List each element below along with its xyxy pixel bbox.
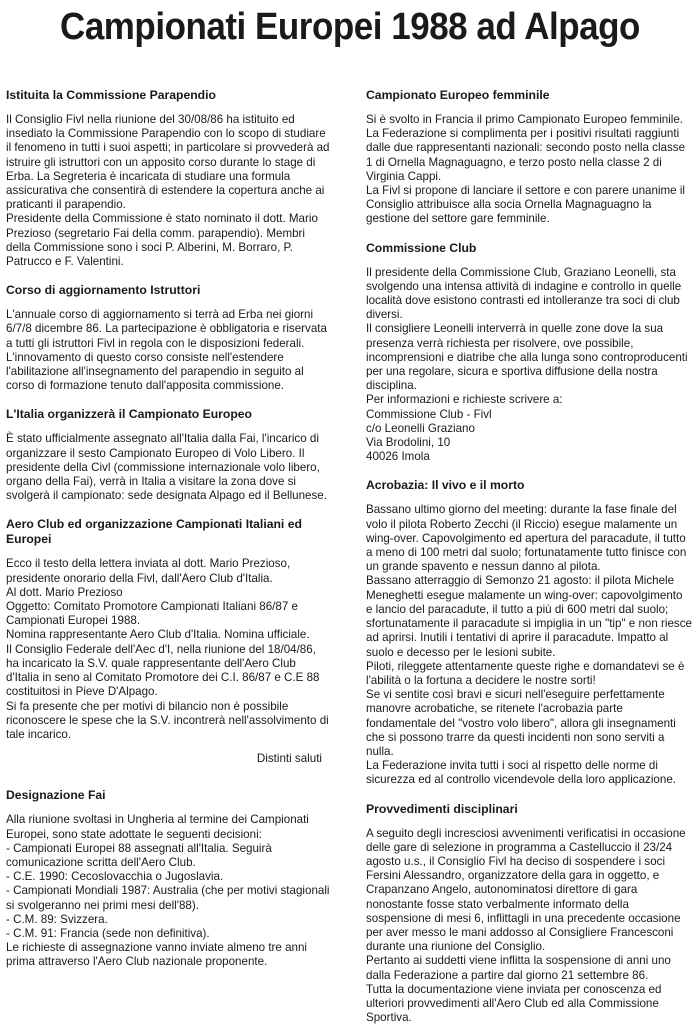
paragraph: Presidente della Commissione è stato nominato il dott. Mario Prezioso (segretario Fai della comm. parapendio). Membri della Commissione sono i soci P. Alberini, M. Borraro, P. Patrucco e F. Valentini.	[6, 212, 318, 269]
heading-italia-campionato: L'Italia organizzerà il Campionato Europeo	[6, 407, 253, 422]
paragraph: La Fivl si propone di lanciare il settore e con parere unanime il Consiglio attribuisce alla socia Ornella Magnaguagno la gestione del settore gare femminile.	[366, 184, 685, 226]
paragraph: Il consigliere Leonelli interverrà in quelle zone dove la sua presenza verrà richiesta per risolvere, ove possibile, incomprensioni e diatribe che alla lunga sono controproducenti per una regolare, sicura e sportiva diffusione della nostra disciplina.	[366, 322, 688, 393]
paragraph: Ecco il testo della lettera inviata al dott. Mario Prezioso, presidente onorario della Fivl, dall'Aero Club d'Italia.	[6, 557, 291, 585]
paragraph: Al dott. Mario Prezioso	[6, 585, 123, 599]
paragraph: Per informazioni e richieste scrivere a:	[366, 393, 563, 407]
list-item: - C.M. 89: Svizzera.	[6, 912, 108, 926]
heading-corso-aggiornamento: Corso di aggiornamento Istruttori	[6, 283, 201, 298]
paragraph: A seguito degli incresciosi avvenimenti verificatisi in occasione delle gare di selezione in programma a Castelluccio il 23/24 agosto u.s., il Consiglio Fivl ha deciso di sospendere i soci Fersini Alessandro, organizzatore della gara in oggetto, e Crapanzano Angelo, autonominatosi direttore di gara nonostante fosse stato verbalmente informato della sospensione di mesi 6, inflittagli in una precedente occasione per aver messo le mani addosso al Consigliere Francesconi durante una riunione del Consiglio.	[366, 826, 686, 954]
address-line: 40026 Imola	[366, 450, 430, 464]
paragraph: La Federazione invita tutti i soci al rispetto delle norme di sicurezza ed al controllo vicendevole della loro applicazione.	[366, 759, 676, 787]
address-line: c/o Leonelli Graziano	[366, 421, 475, 435]
paragraph: Si è svolto in Francia il primo Campionato Europeo femminile. La Federazione si complimenta per i positivi risultati raggiunti dalle due rappresentanti nazionali: secondo posto nella classe 1 di Ornella Magnaguagno, e terzo posto nella classe 2 di Virginia Cappi.	[366, 113, 686, 183]
paragraph: Bassano ultimo giorno del meeting: durante la fase finale del volo il pilota Roberto Zecchi (il Riccio) esegue malamente un wing-over. Capovolgimento ed apertura del paracadute, il tutto a meno di 100 metri dal suolo; fortunatamente tutto finisce con un grande spavento e nessun danno al pilota.	[366, 503, 687, 574]
list-item: - Campionati Europei 88 assegnati all'Italia. Seguirà comunicazione scritta dell'Aero Club.	[6, 841, 272, 869]
paragraph: Oggetto: Comitato Promotore Campionati Italiani 86/87 e Campionati Europei 1988.	[6, 600, 298, 628]
page-title: Campionati Europei 1988 ad Alpago	[60, 6, 640, 48]
list-item: - Campionati Mondiali 1987: Australia (che per motivi stagionali si svolgeranno nei primi mesi dell'88).	[6, 884, 330, 912]
list-item: - C.M. 91: Francia (sede non definitiva).	[6, 926, 210, 940]
paragraph: È stato ufficialmente assegnato all'Italia dalla Fai, l'incarico di organizzare il sesto Campionato Europeo di Volo Libero. Il presidente della Civl (commissione internazionale volo libero, organo della Fai), verrà in Italia a visitare la zona dove si svolgerà il campionato: sede designata Alpago ed il Bellunese.	[6, 432, 327, 503]
heading-commissione-parapendio: Istituita la Commissione Parapendio	[6, 88, 216, 102]
paragraph: Il Consiglio Federale dell'Aec d'I, nella riunione del 18/04/86, ha incaricato la S.V. quale rappresentante dell'Aero Club d'Italia in seno al Comitato Promotore dei C.I. 86/87 e C.E 88 costituitosi in Pieve D'Alpago.	[6, 642, 320, 699]
paragraph: Le richieste di assegnazione vanno inviate almeno tre anni prima attraverso l'Aero Club nazionale proponente.	[6, 941, 307, 969]
paragraph: Piloti, rileggete attentamente queste righe e domandatevi se è l'abilità o la fortuna a decidere le nostre sorti!	[366, 659, 685, 687]
paragraph: Alla riunione svoltasi in Ungheria al termine dei Campionati Europei, sono state adottate le seguenti decisioni:	[6, 813, 309, 841]
paragraph: Il presidente della Commissione Club, Graziano Leonelli, sta svolgendo una intensa attività di indagine e controllo in quelle località dove esistono contrasti ed intolleranze tra soci di club diversi.	[366, 265, 682, 322]
paragraph: Se vi sentite così bravi e sicuri nell'eseguire perfettamente manovre acrobatiche, se ritenete l'acrobazia parte fondamentale del "vostro volo libero", allora gli insegnamenti che si possono trarre da questi incidenti non sono serviti a nulla.	[366, 688, 676, 758]
heading-acrobazia: Acrobazia: Il vivo e il morto	[366, 478, 525, 493]
paragraph: Si fa presente che per motivi di bilancio non è possibile riconoscere le spese che la S.V. incontrerà nell'assolvimento di tale incarico.	[6, 699, 329, 741]
paragraph: Pertanto ai suddetti viene inflitta la sospensione di anni uno dalla Federazione a partire dal giorno 21 settembre 86.	[366, 954, 671, 982]
heading-provvedimenti: Provvedimenti disciplinari	[366, 801, 518, 816]
list-item: - C.E. 1990: Cecoslovacchia o Jugoslavia.	[6, 870, 224, 884]
right-column	[366, 88, 692, 1025]
left-column	[6, 88, 332, 970]
paragraph: Nomina rappresentante Aero Club d'Italia. Nomina ufficiale.	[6, 628, 310, 642]
paragraph: L'innovamento di questo corso consiste nell'estendere l'abilitazione all'insegnamento del parapendio in seguito al corso di formazione tenuto dall'apposita commissione.	[6, 350, 304, 393]
paragraph: Il Consiglio Fivl nella riunione del 30/08/86 ha istituito ed insediato la Commissione Parapendio con lo scopo di studiare il fenomeno in tutti i suoi aspetti; in particolare si provvederà ad istruire gli istruttori con un apposito corso durante lo stage di Erba. La Segreteria è incaricata di studiare una formula assicurativa che consentirà di estendere la copertura anche ai praticanti il parapendio.	[6, 113, 330, 212]
heading-campionato-femminile: Campionato Europeo femminile	[366, 88, 550, 102]
paragraph: Bassano atterraggio di Semonzo 21 agosto: il pilota Michele Meneghetti esegue malamente un wing-over: capovolgimento e lancio del paracadute, il tutto a più di 600 metri dal suolo; sfortunatamente il paracadute si impiglia in un "tip" e non riesce ad aprirsi. Inutili i tentativi di aprire il paracadute. Impatto al suolo e decesso per le lesioni subite.	[366, 574, 692, 659]
heading-commissione-club: Commissione Club	[366, 240, 477, 255]
heading-aero-club: Aero Club ed organizzazione Campionati Italiani ed Europei	[6, 517, 302, 547]
signature-line: Distinti saluti	[256, 752, 322, 766]
paragraph: L'annuale corso di aggiornamento si terrà ad Erba nei giorni 6/7/8 dicembre 86. La partecipazione è obbligatoria e riservata a tutti gli istruttori Fivl in regola con le disposizioni federali.	[6, 308, 327, 350]
paragraph: Tutta la documentazione viene inviata per conoscenza ed ulteriori provvedimenti all'Aero Club ed alla Commissione Sportiva.	[366, 982, 662, 1025]
heading-designazione-fai: Designazione Fai	[6, 788, 106, 803]
address-line: Commissione Club - Fivl	[366, 407, 492, 421]
address-line: Via Brodolini, 10	[366, 436, 451, 450]
